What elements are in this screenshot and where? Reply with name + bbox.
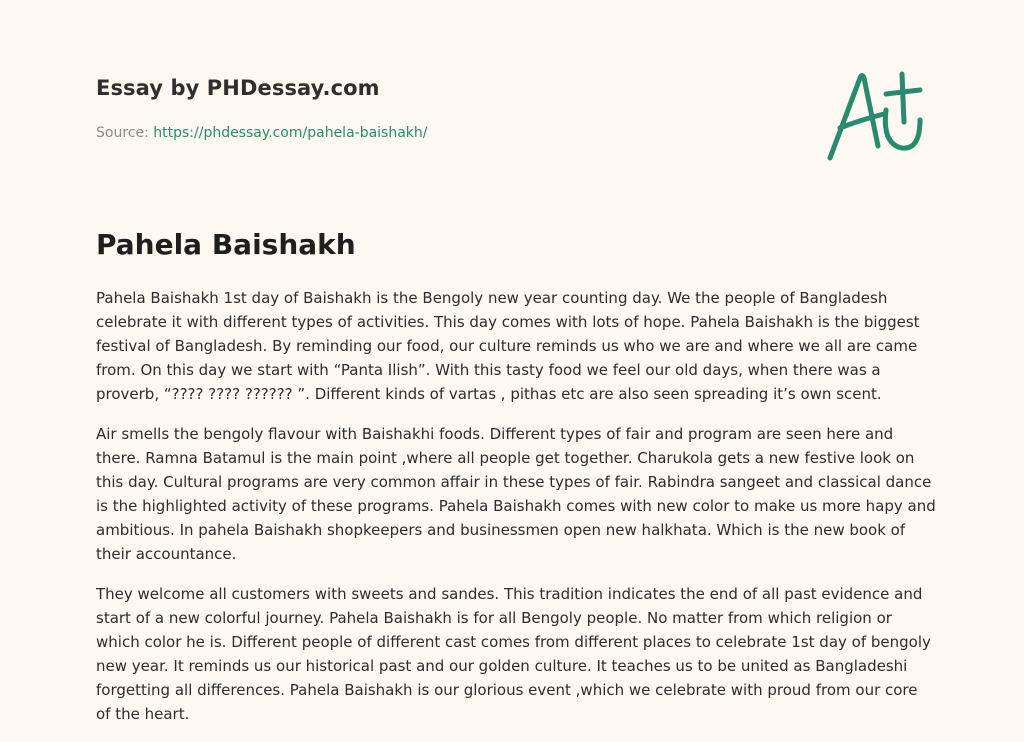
essay-paragraph: Pahela Baishakh 1st day of Baishakh is the Bengoly new year counting day. We the people of Bangladesh celebrate it with different types of activities. This day comes with lots of hope. Pahela Baishakh is the biggest festival of Bangladesh. By reminding our food, our culture reminds us who we are and where we all are came from. On this day we start with “Panta Ilish”. With this tasty food we feel our old days, when there was a proverb, “???? ???? ?????? ”. Different kinds of vartas , pithas etc are also seen spreading it’s own scent.	[96, 289, 920, 403]
source-label: Source:	[96, 125, 149, 141]
a-plus-logo-icon	[822, 68, 926, 164]
essay-page	[96, 0, 936, 723]
site-brand: Essay by PHDessay.com	[96, 76, 380, 100]
essay-paragraph: They welcome all customers with sweets and sandes. This tradition indicates the end of all past evidence and start of a new colorful journey. Pahela Baishakh is for all Bengoly people. No matter from which religion or which color he is. Different people of different cast comes from different places to celebrate 1st day of bengoly new year. It reminds us our historical past and our golden culture. It teaches us to be united as Bangladeshi forgetting all differences. Pahela Baishakh is our glorious event ,which we celebrate with proud from our core of the heart.	[96, 585, 931, 723]
source-link[interactable]: https://phdessay.com/pahela-baishakh/	[153, 125, 428, 141]
essay-paragraph: Air smells the bengoly flavour with Baishakhi foods. Different types of fair and program are seen here and there. Ramna Batamul is the main point ,where all people get together. Charukola gets a new festive look on this day. Cultural programs are very common affair in these types of fair. Rabindra sangeet and classical dance is the highlighted activity of these programs. Pahela Baishakh comes with new color to make us more hapy and ambitious. In pahela Baishakh shopkeepers and businessmen open new halkhata. Which is the new book of their accountance.	[96, 425, 936, 563]
source-line	[96, 125, 428, 141]
essay-title: Pahela Baishakh	[96, 228, 356, 261]
essay-body	[96, 286, 936, 742]
